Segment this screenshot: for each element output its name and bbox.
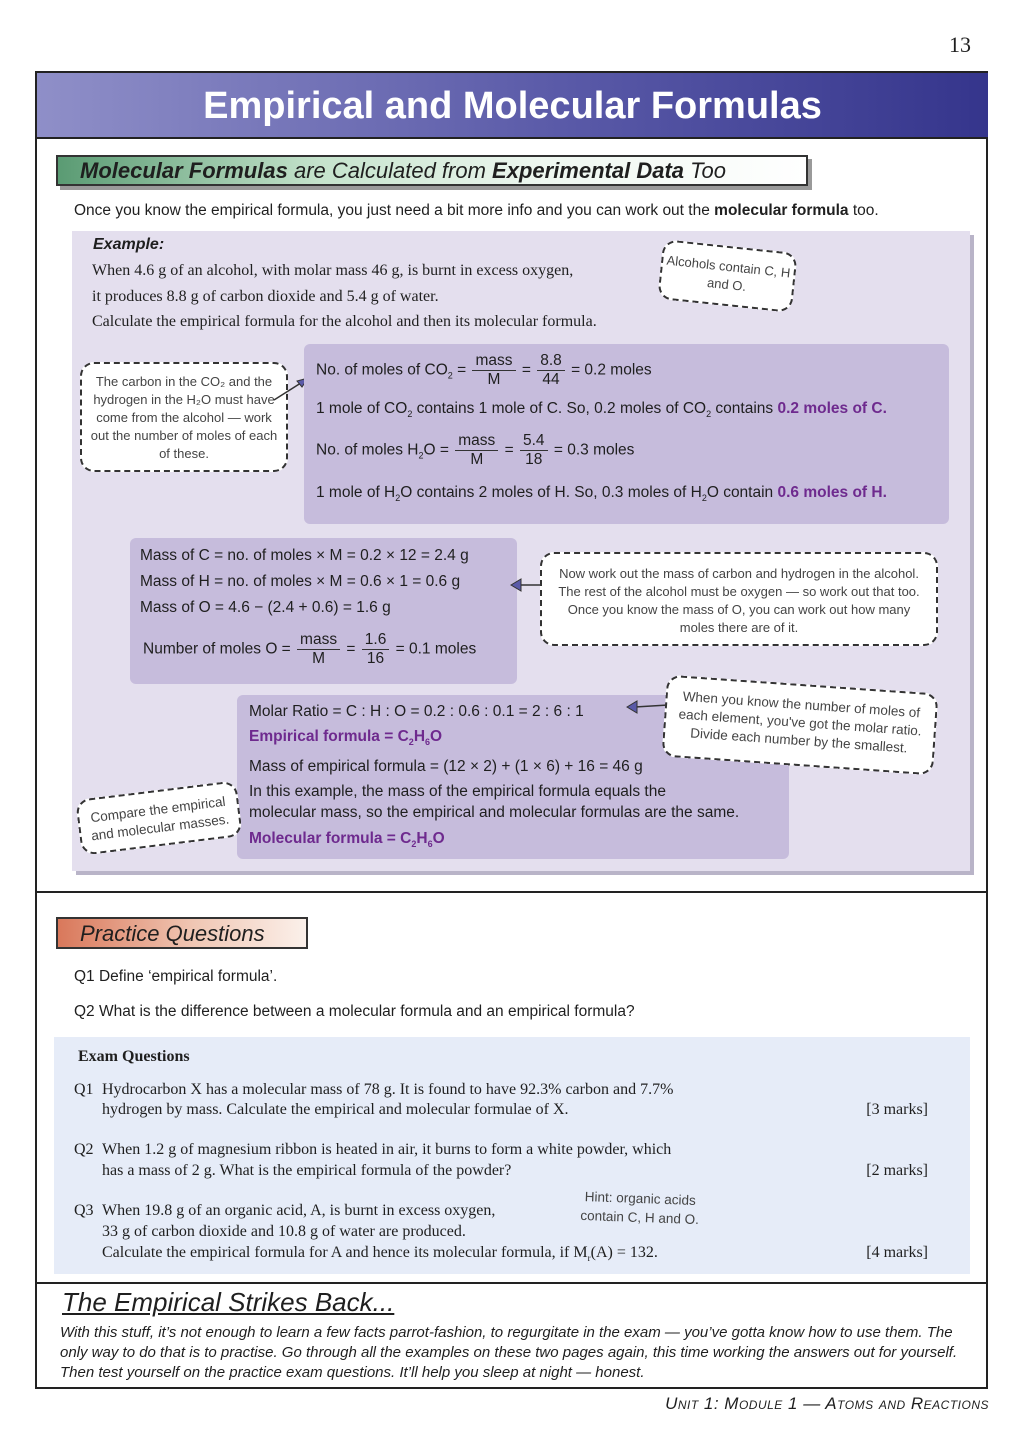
calc-moles-box [304, 344, 949, 524]
example-line-3: Calculate the empirical formula for the alcohol and then its molecular formula. [92, 313, 597, 330]
summary-text: With this stuff, it’s not enough to learn a few facts parrot-fashion, to regurgitate in the exam — you’ve gotta know how to use them. The only way to do that is to practise. Go through all the examples on these two pages again, this time working the answers out for yourself. Then test yourself on the practice exam questions. It’ll help you sleep at night — honest. [60, 1324, 958, 1381]
exam-q3-marks: [4 marks] [866, 1244, 928, 1261]
section-heading: Molecular Formulas are Calculated from Experimental Data Too [56, 155, 808, 186]
exam-q1-line-1: Hydrocarbon X has a molecular mass of 78 g. It is found to have 92.3% carbon and 7.7% [102, 1081, 674, 1098]
intro-text: Once you know the empirical formula, you just need a bit more info and you can work out the molecular formula too. [74, 202, 879, 219]
example-line-2: it produces 8.8 g of carbon dioxide and 5.4 g of water. [92, 288, 439, 305]
note-compare: Compare the empirical and molecular masses. [75, 780, 243, 855]
example-line-1: When 4.6 g of an alcohol, with molar mass 46 g, is burnt in excess oxygen, [92, 262, 574, 279]
exam-hint: Hint: organic acids contain C, H and O. [580, 1189, 700, 1228]
exam-q1-number: Q1 [74, 1081, 94, 1098]
practice-q1: Q1 Define ‘empirical formula’. [74, 968, 278, 985]
exam-q2-marks: [2 marks] [866, 1162, 928, 1179]
exam-q1-line-2: hydrogen by mass. Calculate the empirical and molecular formulae of X. [102, 1101, 569, 1118]
mass-c-line: Mass of C = no. of moles × M = 0.2 × 12 = 2.4 g [140, 547, 469, 564]
note-mass-oxygen: Now work out the mass of carbon and hydrogen in the alcohol. The rest of the alcohol must be oxygen — so work out that too. Once you know the mass of O, you can work out how many moles there are of it. [540, 552, 938, 646]
calc-mass-box [130, 538, 517, 684]
empirical-formula-line: Empirical formula = $C_2H_6O$ [249, 728, 443, 748]
note-alcohols: Alcohols contain C, H and O. [657, 239, 798, 313]
moles-o-line: Number of moles O = $\frac{\text{mass}}{M}$ = $\frac{1.6}{16}$ = 0.1 moles [143, 631, 477, 667]
molar-ratio-line: Molar Ratio = C : H : O = 0.2 : 0.6 : 0.1 = 2 : 6 : 1 [249, 703, 584, 720]
exam-q2-number: Q2 [74, 1141, 94, 1158]
hydrogen-moles-line: 1 mole of $H_2O$ contains 2 moles of H. So, 0.3 moles of $H_2O$ contain 0.6 moles of H. [316, 484, 887, 504]
footer-unit: Unit 1: Module 1 — Atoms and Reactions [665, 1394, 989, 1413]
exam-q2-line-2: has a mass of 2 g. What is the empirical formula of the powder? [102, 1162, 512, 1179]
section-divider [37, 891, 988, 893]
exam-title: Exam Questions [78, 1048, 190, 1065]
exam-q2-line-1: When 1.2 g of magnesium ribbon is heated in air, it burns to form a white powder, which [102, 1141, 672, 1158]
exam-q3-line-3: Calculate the empirical formula for A and hence its molecular formula, if $M_r(A) = 132$. [102, 1244, 658, 1264]
summary-title: The Empirical Strikes Back... [62, 1287, 395, 1317]
h2o-moles-line: No. of moles $H_2O$ = $\frac{\text{mass}}{M}$ = $\frac{5.4}{18}$ = 0.3 moles [316, 432, 635, 468]
exam-q1-marks: [3 marks] [866, 1101, 928, 1118]
page-title: Empirical and Molecular Formulas [203, 85, 822, 127]
note-carbon-hydrogen: The carbon in the CO₂ and the hydrogen in the H₂O must have come from the alcohol — work out the number of moles of each of these. [80, 362, 288, 472]
practice-q2: Q2 What is the difference between a molecular formula and an empirical formula? [74, 1003, 635, 1020]
exam-q3-line-1: When 19.8 g of an organic acid, A, is burnt in excess oxygen, [102, 1202, 496, 1219]
explain-line-1: In this example, the mass of the empirical formula equals the [249, 783, 666, 800]
mass-o-line: Mass of O = 4.6 − (2.4 + 0.6) = 1.6 g [140, 599, 391, 616]
carbon-moles-line: 1 mole of $CO_2$ contains 1 mole of C. So, 0.2 moles of $CO_2$ contains 0.2 moles of C. [316, 400, 887, 420]
practice-heading: Practice Questions [56, 917, 308, 949]
note-molar-ratio: When you know the number of moles of each element, you've got the molar ratio. Divide each number by the smallest. [661, 675, 938, 776]
empirical-mass-line: Mass of empirical formula = (12 × 2) + (1 × 6) + 16 = 46 g [249, 758, 643, 775]
explain-line-2: molecular mass, so the empirical and molecular formulas are the same. [249, 804, 740, 821]
exam-q3-number: Q3 [74, 1202, 94, 1219]
title-banner [37, 73, 988, 139]
molecular-formula-line: Molecular formula = $C_2H_6O$ [249, 830, 445, 850]
mass-h-line: Mass of H = no. of moles × M = 0.6 × 1 = 0.6 g [140, 573, 461, 590]
page-number: 13 [949, 32, 971, 57]
exam-q3-line-2: 33 g of carbon dioxide and 10.8 g of water are produced. [102, 1223, 466, 1240]
co2-moles-line: No. of moles of $CO_2$ = $\frac{\text{mass}}{M}$ = $\frac{8.8}{44}$ = 0.2 moles [316, 352, 652, 388]
example-label: Example: [93, 236, 165, 253]
